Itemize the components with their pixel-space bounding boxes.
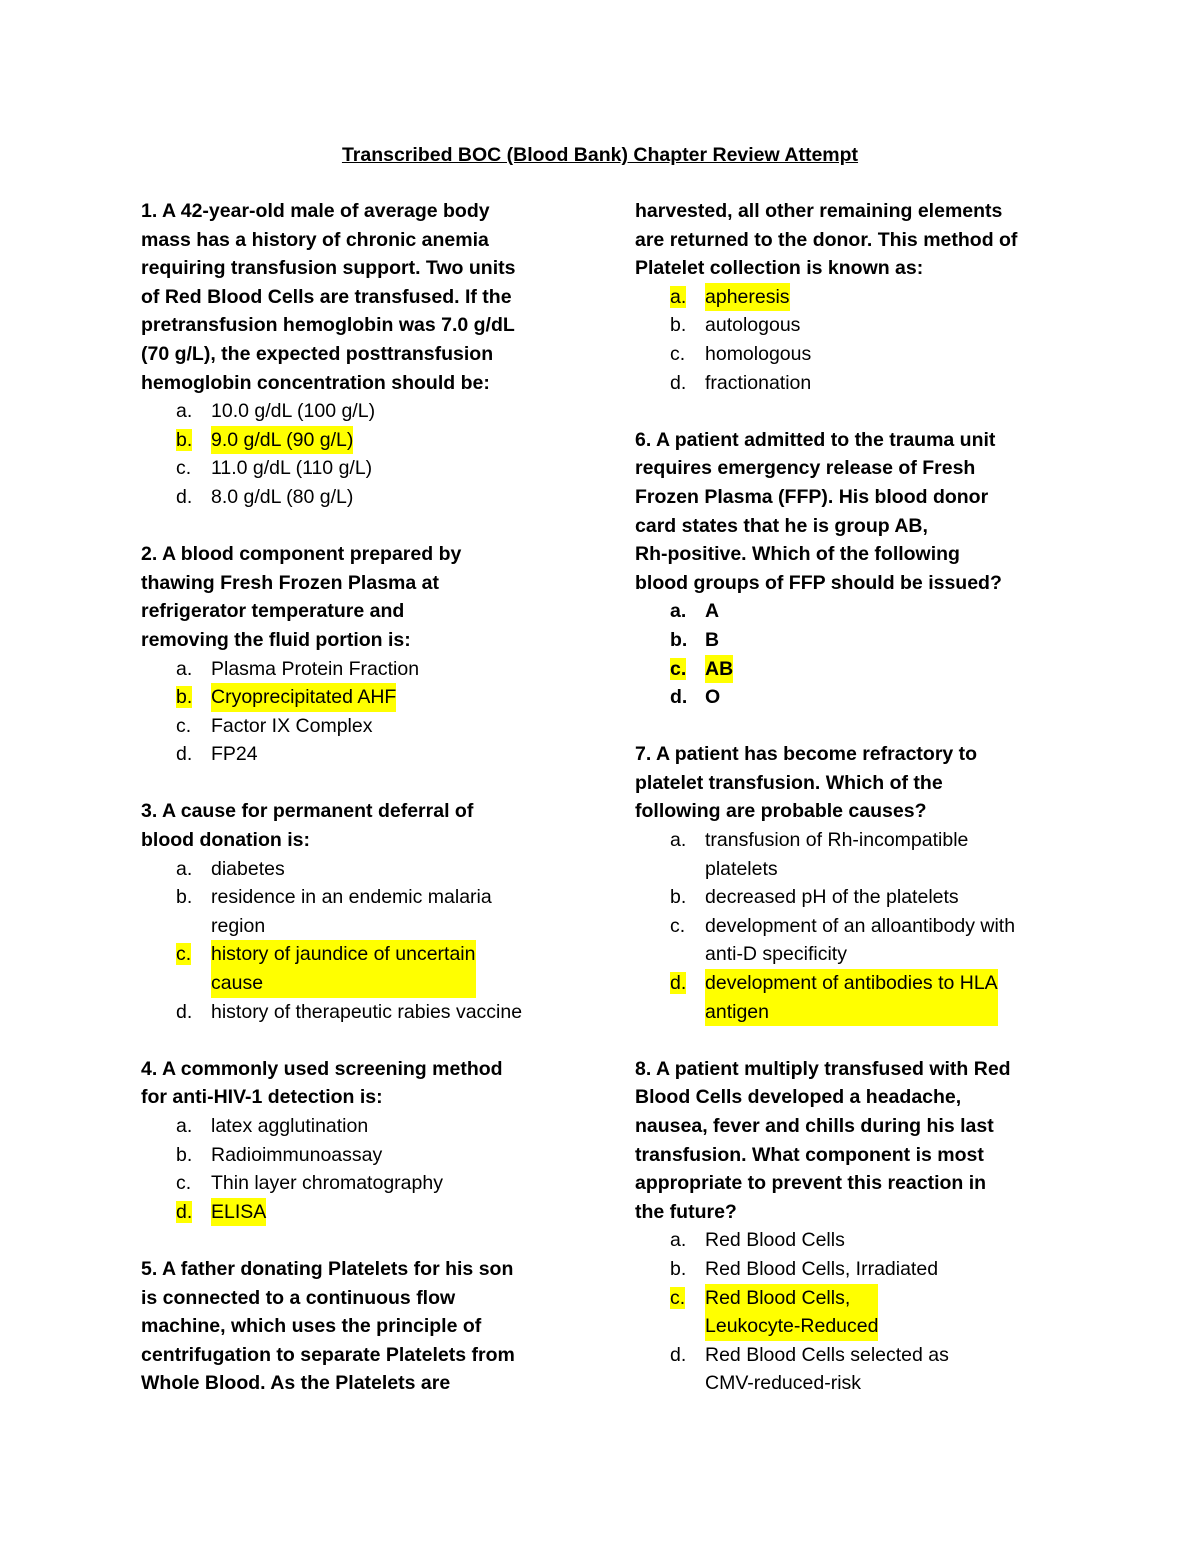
option-text-content: diabetes <box>211 857 285 880</box>
option-letter <box>141 454 211 483</box>
option-letter-text: d. <box>176 1200 193 1223</box>
option-letter <box>141 740 211 769</box>
option-letter <box>635 283 705 312</box>
option-letter-text: a. <box>176 1115 193 1137</box>
option-letter-text: c. <box>176 457 192 480</box>
option-text <box>211 397 375 426</box>
option-letter-text: c. <box>670 657 687 680</box>
question-5-continued <box>635 197 1065 397</box>
answer-option <box>141 655 581 684</box>
option-text <box>211 998 522 1027</box>
option-text <box>705 369 811 398</box>
option-letter <box>635 626 705 655</box>
option-text-content: Plasma Protein Fraction <box>211 657 420 680</box>
option-text-content: 10.0 g/dL (100 g/L) <box>211 400 376 423</box>
answer-option <box>635 1255 1065 1284</box>
option-text <box>211 940 476 997</box>
answer-option <box>141 712 581 741</box>
question-text: 6. A patient admitted to the trauma unit requires emergency release of Fresh Frozen Plasma (FFP). His blood donor card states that he is group AB, Rh-positive. Which of the following blood groups of FFP should be issued? <box>635 428 1002 594</box>
option-letter-text: d. <box>176 743 193 766</box>
option-letter <box>635 883 705 912</box>
answer-option <box>635 912 1065 969</box>
option-letter <box>635 1284 705 1313</box>
option-letter <box>635 969 705 998</box>
option-text <box>705 283 790 312</box>
answer-option <box>635 883 1065 912</box>
answer-option <box>141 483 581 512</box>
answer-option <box>635 969 1065 1026</box>
left-column <box>141 197 581 1427</box>
options-list <box>141 855 581 1027</box>
answer-option <box>635 1341 1065 1398</box>
option-letter-text: d. <box>670 686 688 709</box>
option-letter-text: d. <box>176 485 193 508</box>
answer-option <box>141 1112 581 1141</box>
option-letter-text: a. <box>670 829 687 852</box>
option-text-content: latex agglutination <box>211 1115 369 1137</box>
option-text-content: residence in an endemic malaria region <box>211 886 492 937</box>
answer-option <box>635 340 1065 369</box>
answer-option <box>635 655 1065 684</box>
page-title: Transcribed BOC (Blood Bank) Chapter Review Attempt <box>341 144 859 166</box>
option-letter-text: d. <box>670 972 687 995</box>
option-letter <box>141 940 211 969</box>
option-letter-text: d. <box>670 371 687 394</box>
option-text <box>705 655 733 684</box>
option-text <box>211 1112 368 1141</box>
option-letter-text: b. <box>670 314 687 337</box>
answer-option <box>141 426 581 455</box>
option-text-content: transfusion of Rh-incompatible platelets <box>705 829 969 880</box>
question-5 <box>141 1255 581 1398</box>
option-letter-text: d. <box>176 1000 193 1023</box>
option-text-content: development of an alloantibody with anti-D specificity <box>705 914 1016 966</box>
option-text <box>705 912 1015 969</box>
option-text-content: O <box>705 686 721 709</box>
question-1 <box>141 197 581 512</box>
answer-option <box>635 1226 1065 1255</box>
question-7 <box>635 740 1065 1026</box>
option-text-content: Red Blood Cells <box>705 1229 845 1252</box>
options-list <box>635 826 1065 1026</box>
option-letter <box>635 912 705 941</box>
question-2 <box>141 540 581 769</box>
answer-option <box>141 883 581 940</box>
option-text-content: fractionation <box>705 371 812 394</box>
option-letter-text: c. <box>176 1172 192 1195</box>
option-letter <box>141 998 211 1027</box>
question-text-continuation: harvested, all other remaining elements are returned to the donor. This method of Platelet collection is known as: <box>635 200 1018 280</box>
options-list <box>141 1112 581 1226</box>
option-text-content: Red Blood Cells, Leukocyte-Reduced <box>705 1286 879 1338</box>
option-text-content: decreased pH of the platelets <box>705 886 959 909</box>
option-letter-text: c. <box>670 1286 686 1309</box>
question-text: 2. A blood component prepared by thawing Fresh Frozen Plasma at refrigerator temperature and removing the fluid portion is: <box>141 543 462 651</box>
question-text: 1. A 42-year-old male of average body mass has a history of chronic anemia requiring transfusion support. Two units of Red Blood Cells are transfused. If the pretransfusion hemoglobin was 7.0 g/dL (70 g/L), the expected posttransfusion hemoglobin concentration should be: <box>141 200 516 394</box>
option-text <box>705 969 998 1026</box>
option-letter <box>635 311 705 340</box>
answer-option <box>141 998 581 1027</box>
option-letter <box>635 1255 705 1284</box>
answer-option <box>141 1169 581 1198</box>
option-text <box>211 1141 382 1170</box>
option-text <box>211 712 372 741</box>
option-text-content: 8.0 g/dL (80 g/L) <box>211 485 354 508</box>
option-text <box>211 740 258 769</box>
option-letter-text: a. <box>176 857 193 880</box>
option-text <box>211 683 396 712</box>
option-text-content: 9.0 g/dL (90 g/L) <box>211 428 354 451</box>
answer-option <box>141 855 581 884</box>
question-4 <box>141 1055 581 1227</box>
question-text: 4. A commonly used screening method for anti-HIV-1 detection is: <box>141 1057 503 1109</box>
option-letter-text: c. <box>670 342 686 365</box>
answer-option <box>635 369 1065 398</box>
option-text <box>705 597 719 626</box>
option-letter-text: b. <box>670 628 688 651</box>
option-letter-text: b. <box>176 686 193 709</box>
question-6 <box>635 426 1065 712</box>
option-text-content: development of antibodies to HLA antigen <box>705 972 998 1023</box>
option-text <box>705 883 959 912</box>
option-text-content: apheresis <box>705 285 790 308</box>
option-letter <box>635 826 705 855</box>
options-list <box>635 1226 1065 1398</box>
option-letter-text: b. <box>670 886 687 909</box>
option-text <box>705 340 811 369</box>
option-letter-text: c. <box>176 943 192 966</box>
option-letter <box>635 655 705 684</box>
option-letter-text: a. <box>670 600 687 623</box>
answer-option <box>141 454 581 483</box>
answer-option <box>141 1141 581 1170</box>
option-letter <box>141 712 211 741</box>
option-text-content: homologous <box>705 342 812 365</box>
option-letter <box>141 1169 211 1198</box>
option-letter-text: a. <box>176 400 193 423</box>
right-column <box>635 197 1065 1427</box>
option-text-content: FP24 <box>211 743 258 766</box>
answer-option <box>141 683 581 712</box>
option-text-content: autologous <box>705 314 801 337</box>
option-text-content: Red Blood Cells, Irradiated <box>705 1257 939 1280</box>
question-text: 5. A father donating Platelets for his son is connected to a continuous flow machine, which uses the principle of centrifugation to separate Platelets from Whole Blood. As the Platelets are <box>141 1257 515 1395</box>
option-letter <box>141 483 211 512</box>
question-3 <box>141 797 581 1026</box>
options-list <box>635 283 1065 397</box>
option-letter <box>635 683 705 712</box>
answer-option <box>635 311 1065 340</box>
option-text <box>211 1198 266 1227</box>
question-text: 7. A patient has become refractory to platelet transfusion. Which of the following are probable causes? <box>635 743 978 823</box>
option-text <box>705 311 800 340</box>
options-list <box>141 397 581 511</box>
option-letter-text: b. <box>176 886 193 909</box>
answer-option <box>635 683 1065 712</box>
option-text-content: 11.0 g/dL (110 g/L) <box>211 457 373 480</box>
option-text <box>705 626 719 655</box>
option-letter <box>141 426 211 455</box>
option-text <box>705 1341 949 1398</box>
answer-option <box>141 940 581 997</box>
option-text <box>705 683 720 712</box>
option-text-content: history of therapeutic rabies vaccine <box>211 1000 523 1023</box>
option-text-content: history of jaundice of uncertain cause <box>211 943 476 995</box>
option-letter <box>141 855 211 884</box>
option-letter <box>635 597 705 626</box>
option-letter-text: a. <box>670 1229 687 1252</box>
option-text-content: Thin layer chromatography <box>211 1172 443 1195</box>
option-text-content: A <box>705 600 720 623</box>
option-letter-text: b. <box>670 1257 687 1280</box>
option-text <box>211 1169 443 1198</box>
option-letter <box>141 1112 211 1141</box>
question-text: 8. A patient multiply transfused with Red Blood Cells developed a headache, nausea, fever and chills during his last transfusion. What component is most appropriate to prevent this reaction in the future? <box>635 1057 1011 1223</box>
option-letter <box>141 883 211 912</box>
option-letter-text: d. <box>670 1343 687 1366</box>
question-8 <box>635 1055 1065 1398</box>
option-letter-text: c. <box>176 714 192 737</box>
answer-option <box>635 597 1065 626</box>
answer-option <box>141 740 581 769</box>
option-letter-text: a. <box>670 285 687 308</box>
option-letter <box>141 1198 211 1227</box>
option-text-content: Radioimmunoassay <box>211 1143 383 1166</box>
answer-option <box>141 397 581 426</box>
answer-option <box>635 626 1065 655</box>
options-list <box>141 655 581 769</box>
option-text <box>211 483 353 512</box>
option-text <box>211 454 372 483</box>
answer-option <box>141 1198 581 1227</box>
answer-option <box>635 283 1065 312</box>
option-text <box>705 1226 845 1255</box>
question-text: 3. A cause for permanent deferral of blood donation is: <box>141 800 474 852</box>
option-text-content: Cryoprecipitated AHF <box>211 686 397 709</box>
option-text <box>705 826 968 883</box>
option-letter <box>635 340 705 369</box>
option-letter <box>635 1226 705 1255</box>
option-letter <box>635 1341 705 1370</box>
option-text <box>211 426 353 455</box>
option-letter <box>635 369 705 398</box>
option-letter-text: c. <box>670 914 686 937</box>
option-text-content: Factor IX Complex <box>211 714 373 737</box>
option-letter <box>141 1141 211 1170</box>
option-text <box>211 883 492 940</box>
option-text <box>211 855 285 884</box>
option-text <box>705 1284 878 1341</box>
options-list <box>635 597 1065 711</box>
option-letter-text: b. <box>176 1143 193 1166</box>
option-letter <box>141 397 211 426</box>
option-letter <box>141 683 211 712</box>
option-letter-text: b. <box>176 428 193 451</box>
option-text-content: B <box>705 628 720 651</box>
option-text-content: AB <box>705 657 734 680</box>
option-letter <box>141 655 211 684</box>
answer-option <box>635 826 1065 883</box>
answer-option <box>635 1284 1065 1341</box>
option-text-content: Red Blood Cells selected as CMV-reduced-risk <box>705 1343 949 1395</box>
option-text <box>705 1255 938 1284</box>
option-text <box>211 655 419 684</box>
option-text-content: ELISA <box>211 1200 267 1223</box>
option-letter-text: a. <box>176 657 193 680</box>
